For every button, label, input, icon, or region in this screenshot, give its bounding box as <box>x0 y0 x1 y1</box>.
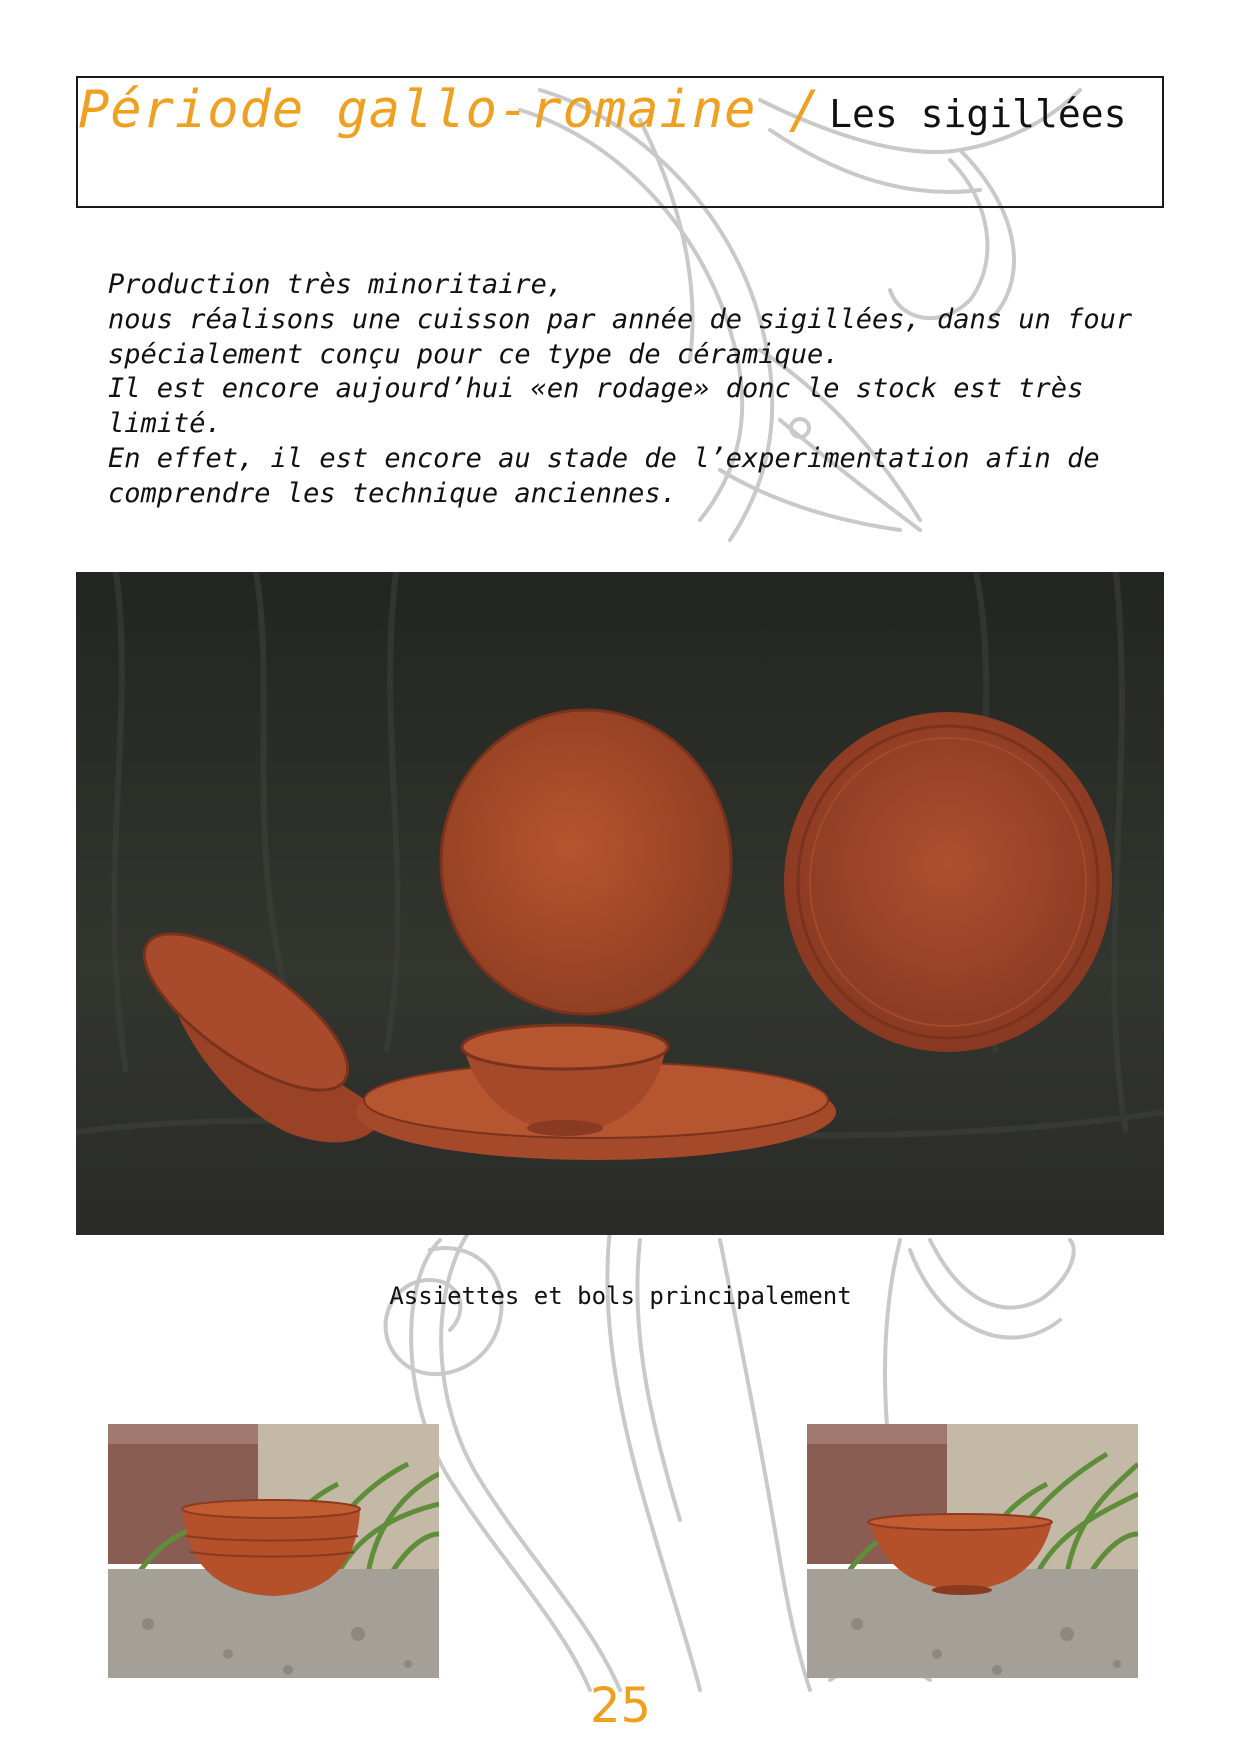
page-title <box>78 80 1126 140</box>
section-subtitle: Les sigillées <box>829 92 1127 136</box>
page-number: 25 <box>589 1678 652 1734</box>
intro-line: Il est encore aujourd’hui «en rodage» donc le stock est très limité. <box>108 373 1084 440</box>
intro-line: En effet, il est encore au stade de l’experimentation afin de comprendre les technique anciennes. <box>108 442 1100 509</box>
title-box <box>76 76 1164 208</box>
photo-caption: Assiettes et bols principalement <box>389 1282 852 1310</box>
intro-text <box>108 268 1168 512</box>
intro-line: nous réalisons une cuisson par année de sigillées, dans un four spécialement conçu pour ce type de céramique. <box>108 303 1133 370</box>
bowl-photo-left <box>108 1424 439 1678</box>
intro-line: Production très minoritaire, <box>108 269 564 300</box>
main-pottery-photo <box>76 572 1164 1235</box>
period-title: Période gallo-romaine / <box>78 80 822 140</box>
bowl-photo-right <box>807 1424 1138 1678</box>
